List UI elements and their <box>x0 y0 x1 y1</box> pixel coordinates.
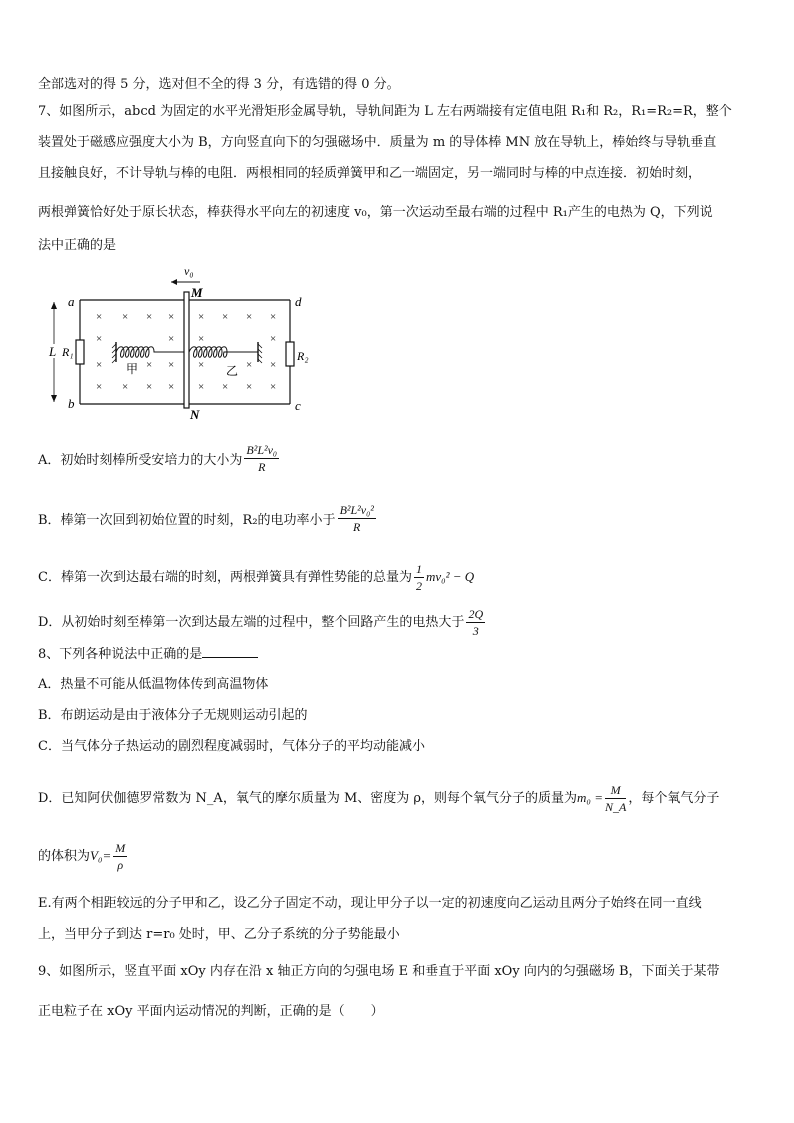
spring-yi <box>189 347 258 358</box>
field-cross-mark: × <box>168 359 175 371</box>
q8-option-a: A．热量不可能从低温物体传到高温物体 <box>38 677 269 692</box>
q7-option-c: C．棒第一次到达最右端的时刻，两根弹簧具有弹性势能的总量为 $\frac{1}{2}$ mv₀² − Q <box>38 562 475 593</box>
field-cross-mark: × <box>246 359 253 371</box>
q7-line-5: 法中正确的是 <box>38 238 117 253</box>
q8-option-d: D．已知阿伏伽德罗常数为 N_A，氧气的摩尔质量为 M、密度为 ρ，则每个氧气分子的质量为m₀ = $\frac{M}{N\_A}$ ，每个氧气分子 <box>38 783 720 814</box>
field-cross-mark: × <box>96 333 103 345</box>
fig-label-L: L <box>49 344 57 359</box>
resistor-r2 <box>286 342 294 366</box>
field-cross-mark: × <box>270 311 277 323</box>
field-cross-mark: × <box>168 311 175 323</box>
q7-line-4: 两根弹簧恰好处于原长状态，棒获得水平向左的初速度 v₀，第一次运动至最右端的过程中 R₁产生的电热为 Q，下列说 <box>38 205 713 220</box>
fig-label-N: N <box>190 407 200 422</box>
q7-circuit-figure <box>40 262 320 422</box>
fig-label-M: M <box>191 285 203 300</box>
field-cross-mark: × <box>270 333 277 345</box>
spring-jia <box>116 347 184 358</box>
q7-line-3: 且接触良好，不计导轨与棒的电阻．两根相同的轻质弹簧甲和乙一端固定，另一端同时与棒的中点连接．初始时刻， <box>38 166 702 181</box>
q9-line-2: 正电粒子在 xOy 平面内运动情况的判断，正确的是（ ） <box>38 1004 384 1019</box>
field-cross-mark: × <box>270 359 277 371</box>
q8-option-e-line1: E.有两个相距较远的分子甲和乙，设乙分子固定不动，现让甲分子以一定的初速度向乙运动且两分子始终在同一直线 <box>38 896 702 911</box>
field-cross-mark: × <box>222 381 229 393</box>
q7-line-1: 7、如图所示，abcd 为固定的水平光滑矩形金属导轨，导轨间距为 L 左右两端接有定值电阻 R₁和 R₂，R₁=R₂=R，整个 <box>38 104 732 119</box>
q8-option-b: B．布朗运动是由于液体分子无规则运动引起的 <box>38 708 308 723</box>
q7-option-d: D．从初始时刻至棒第一次到达最左端的过程中，整个回路产生的电热大于 $\frac{2Q}{3}$ <box>38 607 484 638</box>
q9-line-1: 9、如图所示，竖直平面 xOy 内存在沿 x 轴正方向的匀强电场 E 和垂直于平面 xOy 向内的匀强磁场 B，下面关于某带 <box>38 964 720 979</box>
field-cross-mark: × <box>198 333 205 345</box>
q8-option-c: C．当气体分子热运动的剧烈程度减弱时，气体分子的平均动能减小 <box>38 739 425 754</box>
resistor-r1 <box>76 340 84 364</box>
q8-stem: 8、下列各种说法中正确的是 <box>38 645 258 664</box>
q8-option-d-line2: 的体积为V₀= $\frac{M}{\rho}$ <box>38 841 126 872</box>
field-cross-mark: × <box>198 359 205 371</box>
fig-label-yi: 乙 <box>226 364 239 378</box>
answer-blank <box>202 645 258 658</box>
q7-option-a: A．初始时刻棒所受安培力的大小为 $\frac{\text{B²L²v₀}}{R}$ <box>38 443 278 474</box>
field-cross-mark: × <box>198 381 205 393</box>
field-cross-mark: × <box>146 311 153 323</box>
fig-label-c: c <box>295 398 301 413</box>
field-cross-mark: × <box>122 311 129 323</box>
fig-label-R1: R₁ <box>62 345 74 359</box>
fig-label-v0: v₀ <box>184 264 194 278</box>
instruction-line: 全部选对的得 5 分，选对但不全的得 3 分，有选错的得 0 分。 <box>38 77 400 92</box>
field-cross-mark: × <box>96 381 103 393</box>
field-cross-mark: × <box>270 381 277 393</box>
field-cross-mark: × <box>168 333 175 345</box>
q7-line-2: 装置处于磁感应强度大小为 B，方向竖直向下的匀强磁场中．质量为 m 的导体棒 MN 放在导轨上，棒始终与导轨垂直 <box>38 135 717 150</box>
field-cross-mark: × <box>168 381 175 393</box>
field-cross-mark: × <box>198 311 205 323</box>
field-cross-mark: × <box>246 381 253 393</box>
field-cross-mark: × <box>146 359 153 371</box>
fig-label-a: a <box>68 294 75 309</box>
field-cross-mark: × <box>96 359 103 371</box>
fig-label-R2: R₂ <box>297 349 309 363</box>
field-cross-mark: × <box>246 311 253 323</box>
fig-label-jia: 甲 <box>126 362 139 376</box>
fig-label-b: b <box>68 396 75 411</box>
fig-label-d: d <box>295 294 302 309</box>
field-cross-mark: × <box>122 381 129 393</box>
field-cross-mark: × <box>146 381 153 393</box>
q8-option-e-line2: 上，当甲分子到达 r=r₀ 处时，甲、乙分子系统的分子势能最小 <box>38 927 400 942</box>
q7-option-b: B．棒第一次回到初始位置的时刻，R₂的电功率小于 $\frac{\text{B²L²v₀²}}{R}$ <box>38 503 374 534</box>
field-cross-mark: × <box>222 311 229 323</box>
field-cross-mark: × <box>96 311 103 323</box>
rod-mn <box>184 292 189 408</box>
